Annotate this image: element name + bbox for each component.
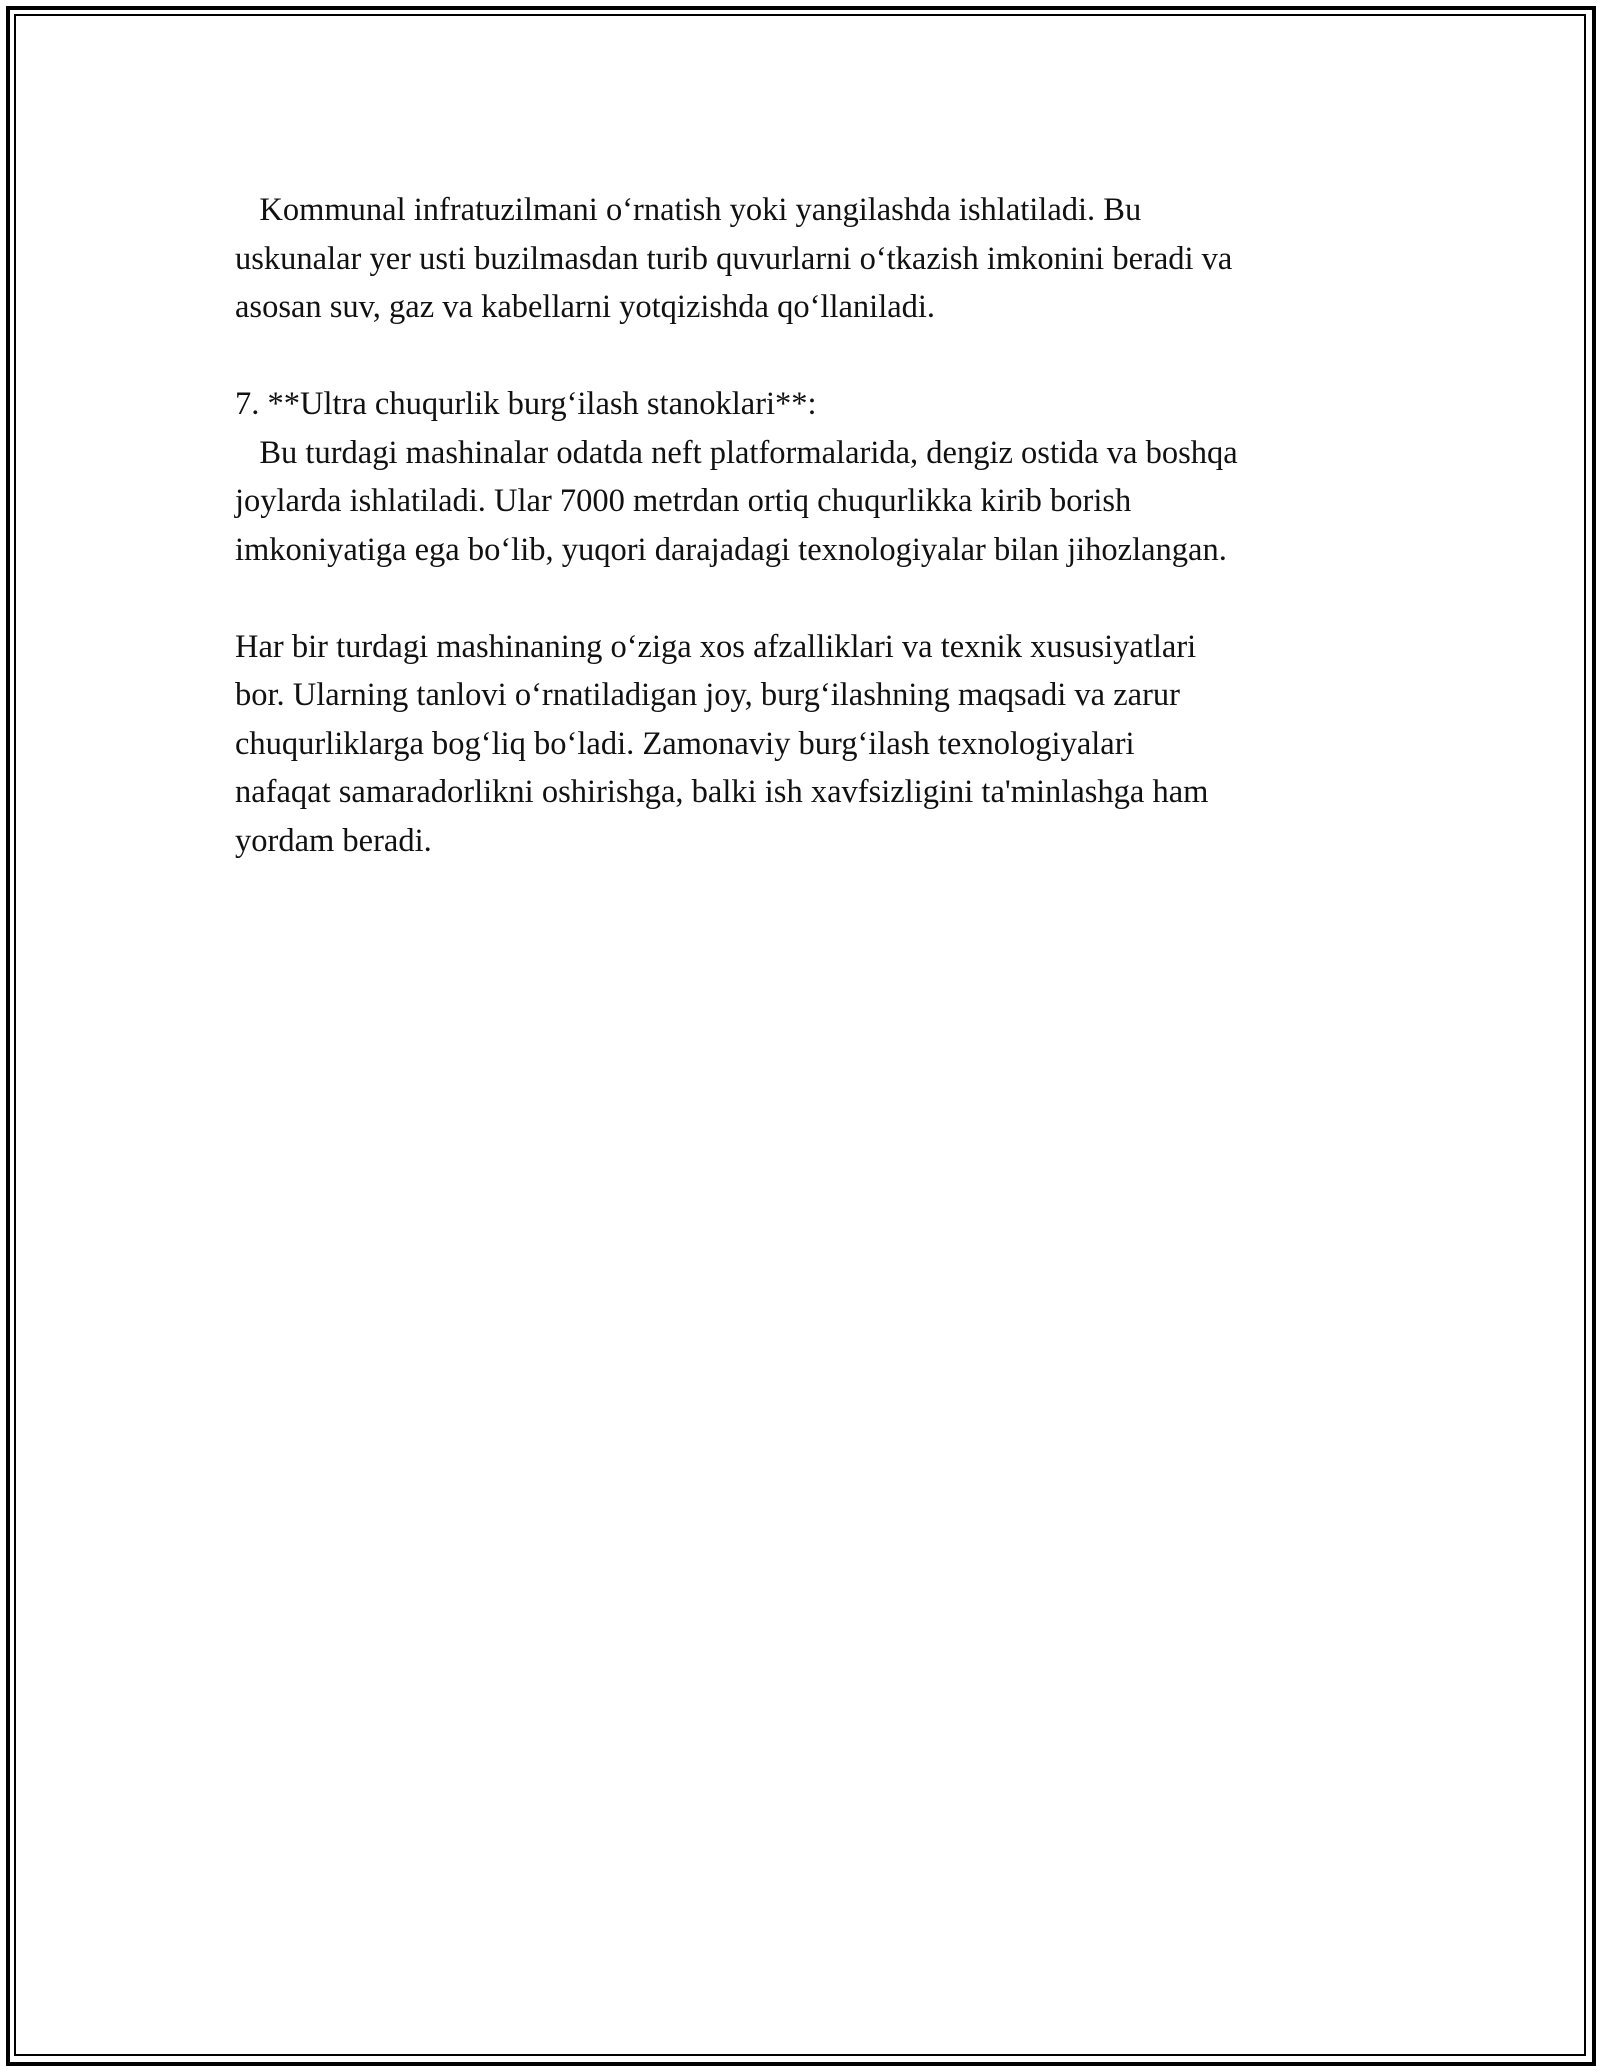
text-line: Bu turdagi mashinalar odatda neft platformalarida, dengiz ostida va boshqa xyxy=(235,434,1238,471)
text-line: yordam beradi. xyxy=(235,822,432,859)
text-line: Har bir turdagi mashinaning o‘ziga xos afzalliklari va texnik xususiyatlari xyxy=(235,628,1197,665)
text-line: imkoniyatiga ega bo‘lib, yuqori darajadagi texnologiyalar bilan jihozlangan. xyxy=(235,531,1227,568)
paragraph-utility-infrastructure xyxy=(235,186,1395,332)
list-item-heading: 7. **Ultra chuqurlik burg‘ilash stanoklari**: xyxy=(235,386,817,422)
paragraph-spacer xyxy=(235,332,1395,381)
text-line: chuqurliklarga bog‘liq bo‘ladi. Zamonaviy burg‘ilash texnologiyalari xyxy=(235,725,1135,762)
paragraph-ultra-deep-drilling xyxy=(235,380,1395,574)
text-line: bor. Ularning tanlovi o‘rnatiladigan joy, burg‘ilashning maqsadi va zarur xyxy=(235,677,1180,713)
text-line: uskunalar yer usti buzilmasdan turib quvurlarni o‘tkazish imkonini beradi va xyxy=(235,240,1233,277)
text-line: nafaqat samaradorlikni oshirishga, balki ish xavfsizligini ta'minlashga ham xyxy=(235,774,1209,810)
text-line: asosan suv, gaz va kabellarni yotqizishda qo‘llaniladi. xyxy=(235,289,936,325)
text-line: Kommunal infratuzilmani o‘rnatish yoki yangilashda ishlatiladi. Bu xyxy=(235,192,1142,228)
paragraph-conclusion xyxy=(235,623,1395,866)
text-line: joylarda ishlatiladi. Ular 7000 metrdan ortiq chuqurlikka kirib borish xyxy=(235,483,1132,519)
paragraph-spacer xyxy=(235,574,1395,623)
document-body xyxy=(235,186,1395,865)
